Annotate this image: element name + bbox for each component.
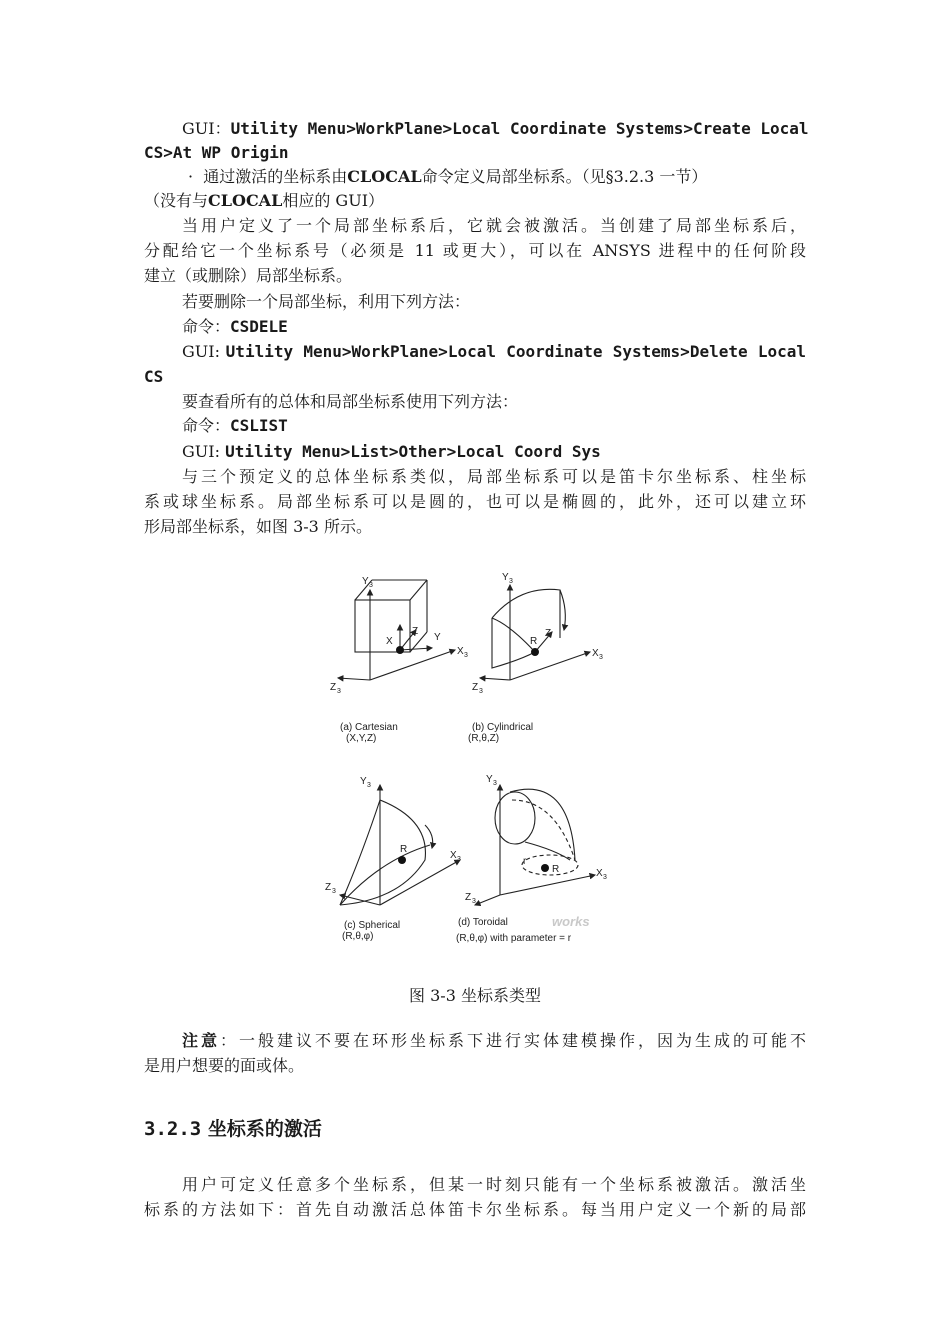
point-r-label: R — [400, 844, 408, 855]
figure-caption: 图 3-3 坐标系类型 — [409, 986, 541, 1005]
point-r-label: R — [530, 636, 538, 647]
axis-z-label: Z — [472, 682, 479, 693]
svg-text:3: 3 — [337, 688, 341, 695]
axis-y-label: Y — [362, 576, 369, 587]
point-z-label: Z — [545, 628, 552, 639]
paragraph-line: 标系的方法如下：首先自动激活总体笛卡尔坐标系。每当用户定义一个新的局部 — [144, 1200, 806, 1219]
svg-text:3: 3 — [599, 654, 603, 661]
axis-z-label: Z — [465, 892, 472, 903]
axis-y-label: Y — [360, 776, 367, 787]
cylindrical-caption: (b) Cylindrical — [472, 722, 534, 733]
svg-text:3: 3 — [493, 780, 497, 787]
command-name: CSDELE — [230, 317, 288, 336]
cylindrical-coords: (R,θ,Z) — [468, 733, 500, 744]
point-y-label: Y — [434, 632, 441, 643]
paren-line: （没有与CLOCAL相应的 GUI） — [144, 191, 385, 210]
cartesian-diagram — [338, 580, 455, 680]
point-z-label: Z — [412, 626, 419, 637]
axis-z-label: Z — [325, 882, 332, 893]
gui-create-line — [182, 117, 809, 142]
bullet: · — [188, 167, 194, 186]
command-name: CLOCAL — [347, 167, 422, 186]
point-x-label: X — [386, 636, 393, 647]
paragraph-line: 若要删除一个局部坐标，利用下列方法： — [182, 292, 471, 311]
menu-path: Utility Menu>WorkPlane>Local Coordinate Systems>Create Local — [230, 119, 809, 138]
toroidal-diagram — [475, 785, 595, 905]
coordinate-systems-figure — [320, 560, 630, 960]
paragraph-line: 系或球坐标系。局部坐标系可以是圆的，也可以是椭圆的，此外，还可以建立环 — [144, 492, 806, 511]
axis-y-label: Y — [486, 774, 493, 785]
paragraph-line: 当用户定义了一个局部坐标系后，它就会被激活。当创建了局部坐标系后， — [182, 216, 806, 235]
svg-text:3: 3 — [472, 898, 476, 905]
svg-text:3: 3 — [603, 874, 607, 881]
command-line: 命令：CSLIST — [182, 416, 288, 435]
gui-delete-line-2 — [144, 365, 806, 390]
point-r-label: R — [552, 864, 560, 875]
toroidal-coords: (R,θ,φ) with parameter = r — [456, 933, 572, 944]
paragraph-line: 要查看所有的总体和局部坐标系使用下列方法： — [182, 392, 519, 411]
menu-path: CS>At WP Origin — [144, 143, 289, 162]
svg-text:3: 3 — [509, 578, 513, 585]
section-heading — [144, 1114, 322, 1141]
gui-delete-line — [182, 340, 806, 365]
paragraph-line: 形局部坐标系，如图 3-3 所示。 — [144, 517, 372, 536]
note-label: 注意 — [182, 1031, 220, 1050]
toroidal-caption: (d) Toroidal — [458, 917, 508, 928]
paragraph-line: 用户可定义任意多个坐标系，但某一时刻只能有一个坐标系被激活。激活坐 — [182, 1175, 806, 1194]
command-name: CLOCAL — [208, 191, 283, 210]
note-line: 注意：一般建议不要在环形坐标系下进行实体建模操作，因为生成的可能不 — [182, 1031, 806, 1050]
command-name: CSLIST — [230, 416, 288, 435]
spherical-coords: (R,θ,φ) — [342, 931, 374, 942]
svg-text:3: 3 — [332, 888, 336, 895]
svg-text:3: 3 — [369, 582, 373, 589]
paragraph-line: 与三个预定义的总体坐标系类似，局部坐标系可以是笛卡尔坐标系、柱坐标 — [182, 467, 806, 486]
axis-x-label: X — [596, 868, 603, 879]
note-line-2: 是用户想要的面或体。 — [144, 1056, 305, 1075]
svg-text:3: 3 — [457, 856, 461, 863]
gui-list-line — [182, 440, 806, 465]
cartesian-coords: (X,Y,Z) — [346, 733, 377, 744]
watermark: works — [552, 914, 590, 929]
axis-y-label: Y — [502, 572, 509, 583]
axis-x-label: X — [592, 648, 599, 659]
menu-path: Utility Menu>List>Other>Local Coord Sys — [225, 442, 601, 461]
paragraph-line: 分配给它一个坐标系号（必须是 11 或更大），可以在 ANSYS 进程中的任何阶段 — [144, 241, 806, 260]
spherical-caption: (c) Spherical — [344, 920, 401, 931]
menu-path: CS — [144, 367, 164, 386]
section-title: 坐标系的激活 — [207, 1118, 322, 1140]
gui-prefix: GUI: — [182, 342, 220, 361]
paragraph-line: 建立（或删除）局部坐标系。 — [144, 266, 353, 285]
axis-x-label: X — [457, 646, 464, 657]
command-line: 命令：CSDELE — [182, 317, 288, 336]
cartesian-caption: (a) Cartesian — [340, 722, 398, 733]
bullet-line: · 通过激活的坐标系由CLOCAL命令定义局部坐标系。（见§3.2.3 一节） — [188, 167, 708, 186]
svg-text:3: 3 — [479, 688, 483, 695]
param-r-label: r — [523, 856, 527, 867]
gui-create-line-2 — [144, 141, 806, 166]
gui-prefix: GUI： — [182, 119, 231, 138]
svg-text:3: 3 — [464, 652, 468, 659]
svg-text:3: 3 — [367, 782, 371, 789]
section-number: 3.2.3 — [144, 1118, 202, 1140]
cylindrical-diagram — [480, 585, 590, 680]
axis-x-label: X — [450, 850, 457, 861]
gui-prefix: GUI: — [182, 442, 220, 461]
menu-path: Utility Menu>WorkPlane>Local Coordinate Systems>Delete Local — [225, 342, 807, 361]
axis-z-label: Z — [330, 682, 337, 693]
